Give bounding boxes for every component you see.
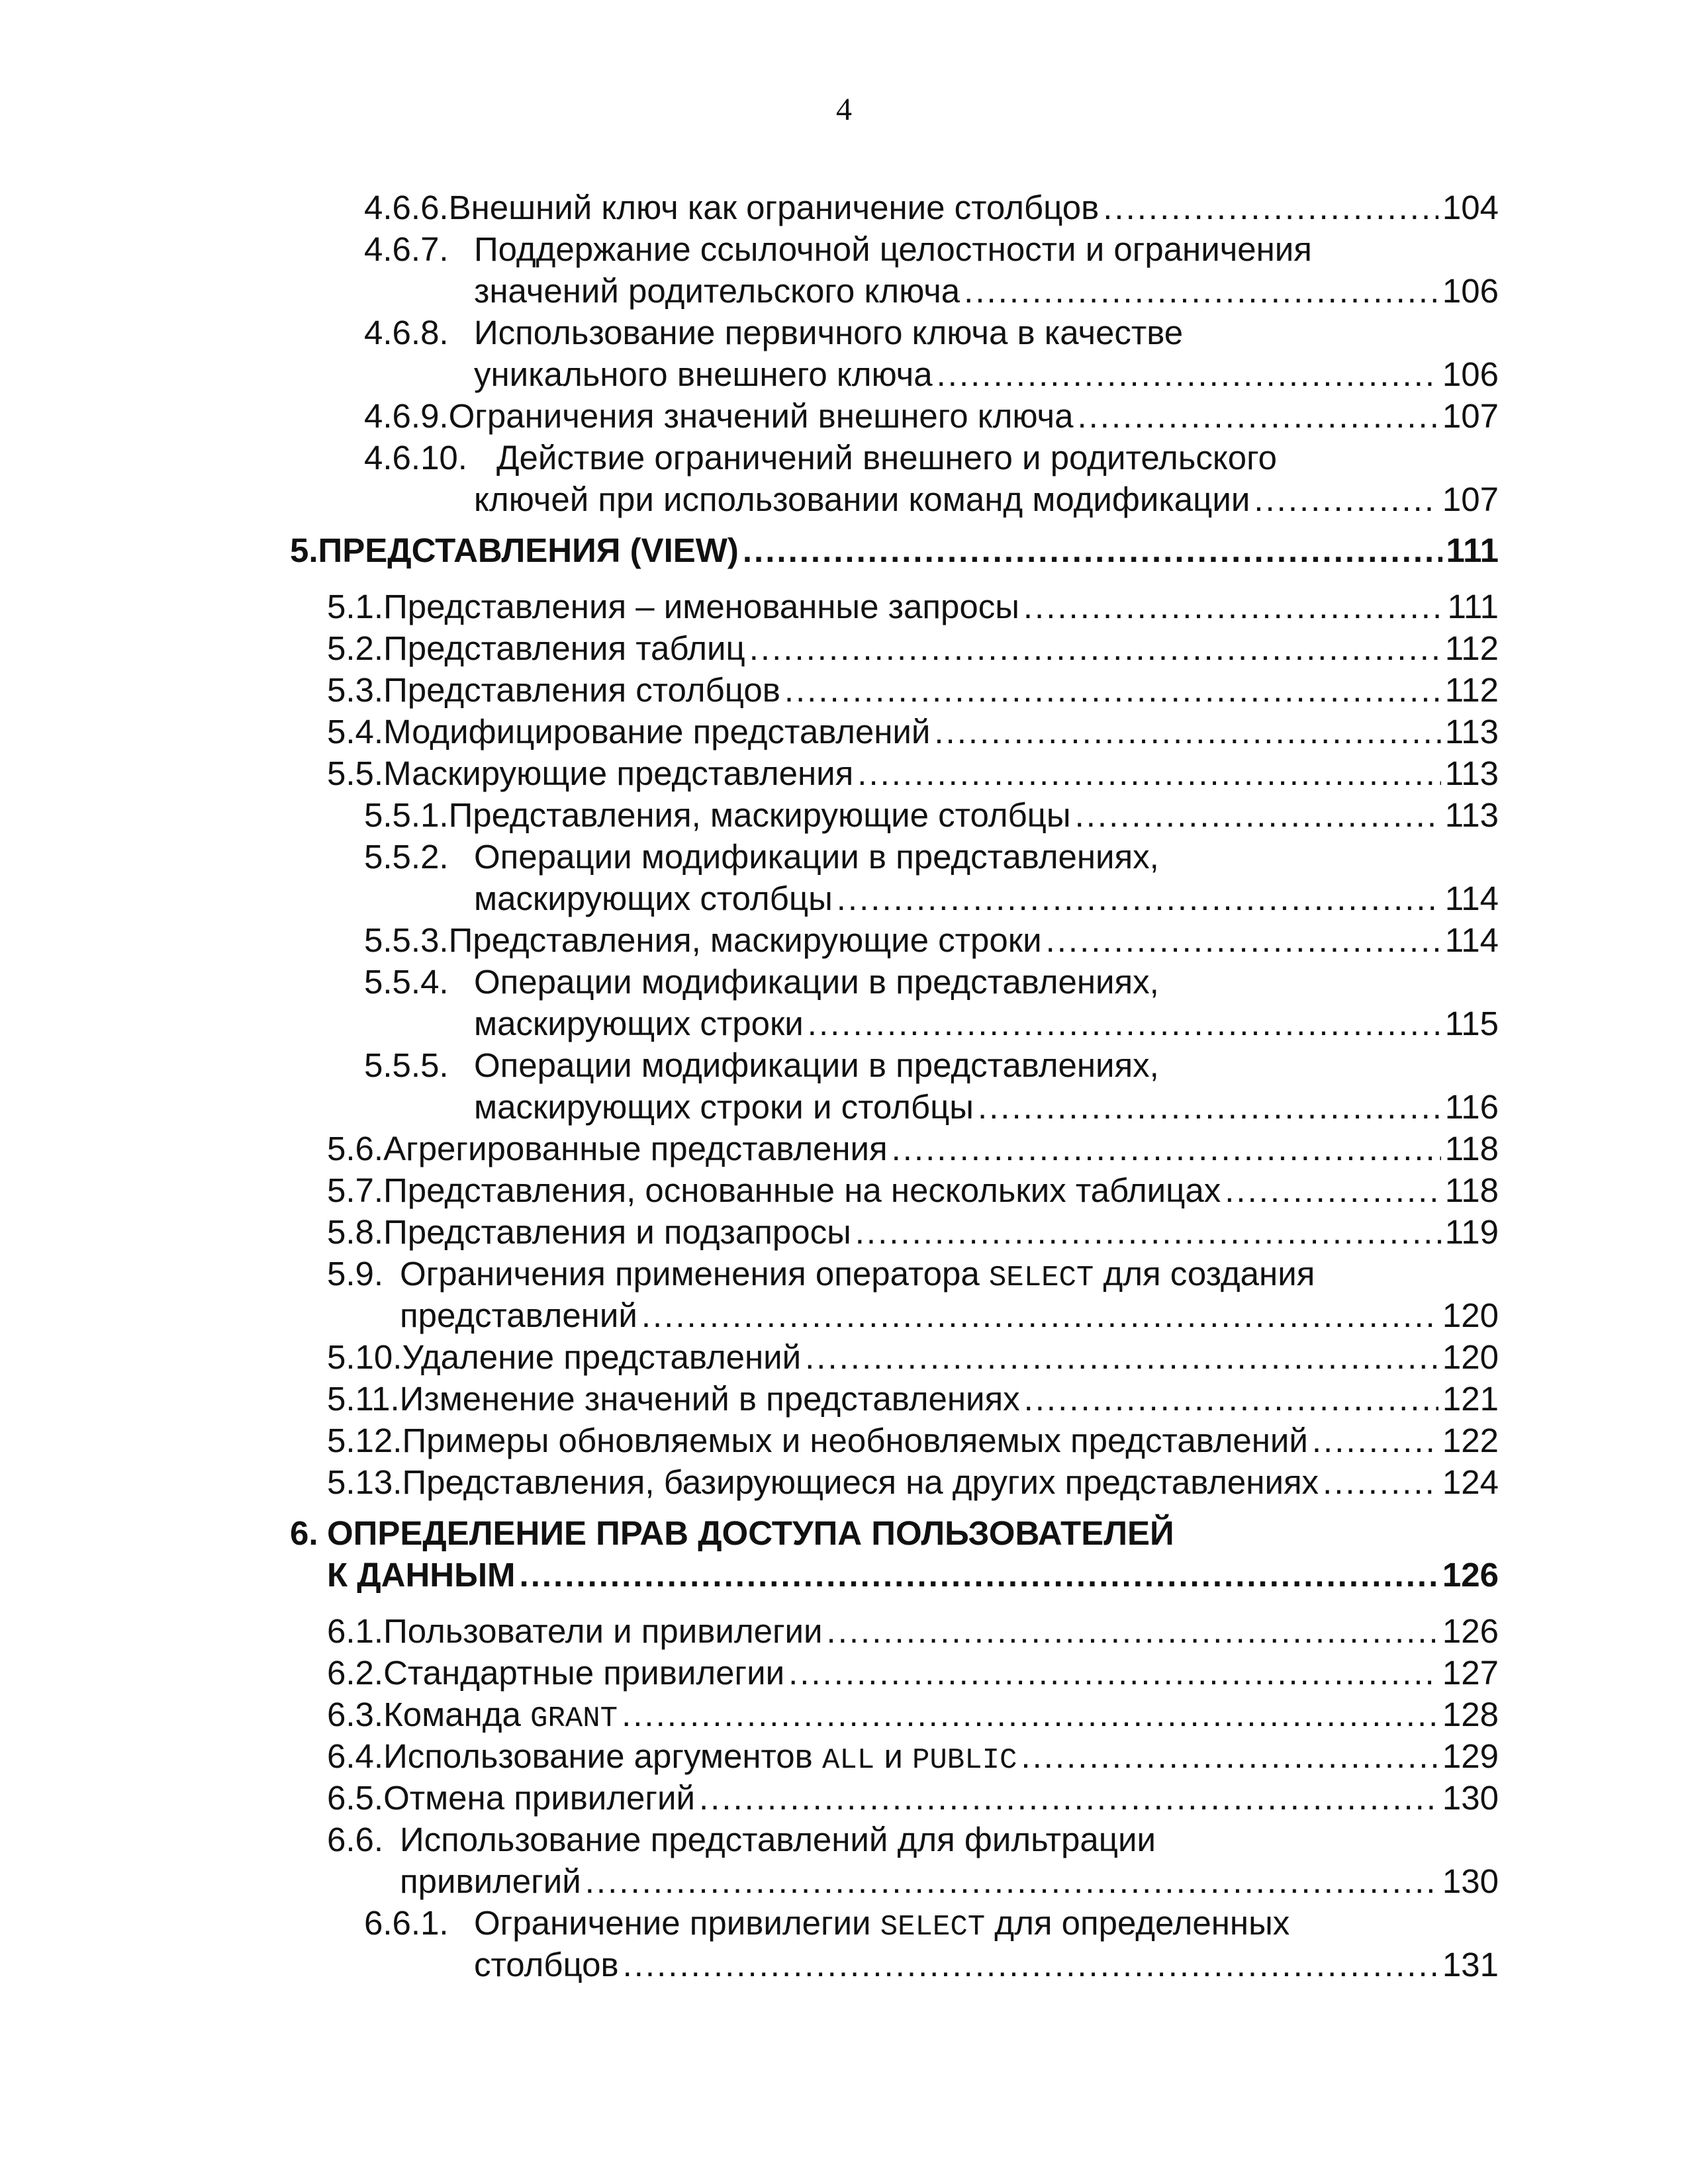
toc-entry-6-6-1[interactable] — [290, 1902, 1499, 1985]
code-keyword-public: PUBLIC — [912, 1744, 1017, 1777]
toc-entry-5-4[interactable] — [290, 711, 1499, 752]
toc-entry-number: 5.1. — [327, 588, 384, 625]
toc-entry-5-5-1[interactable] — [290, 794, 1499, 836]
toc-entry-title: Отмена привилегий — [383, 1779, 695, 1817]
dot-leader — [623, 1944, 1438, 1985]
toc-entry-title-continued: привилегий — [400, 1862, 581, 1900]
toc-entry-4-6-6[interactable] — [290, 187, 1499, 228]
toc-entry-6-3[interactable] — [290, 1694, 1499, 1735]
toc-entry-6-2[interactable] — [290, 1652, 1499, 1694]
toc-entry-page: 126 — [1442, 1612, 1499, 1650]
dot-leader — [1254, 478, 1438, 520]
dot-leader — [788, 1652, 1438, 1694]
toc-entry-title: Модифицирование представлений — [383, 713, 931, 751]
toc-entry-title: Пользователи и привилегии — [383, 1612, 823, 1650]
toc-entry-4-6-8[interactable] — [290, 312, 1499, 395]
toc-entry-page: 113 — [1444, 796, 1499, 834]
toc-entry-title-continued: представлений — [400, 1297, 637, 1334]
toc-entry-title: Ограничения значений внешнего ключа — [448, 397, 1074, 435]
toc-entry-title: Представления, основанные на нескольких таблицах — [383, 1171, 1221, 1209]
toc-entry-page: 112 — [1444, 629, 1499, 667]
toc-entry-5-11[interactable] — [290, 1378, 1499, 1420]
toc-entry-title-continued: значений родительского ключа — [474, 272, 961, 310]
toc-entry-5-6[interactable] — [290, 1128, 1499, 1169]
toc-entry-number: 6.1. — [327, 1612, 384, 1650]
toc-entry-6-6[interactable] — [290, 1819, 1499, 1902]
toc-entry-page: 113 — [1444, 713, 1499, 751]
toc-entry-number: 5.5. — [327, 754, 384, 792]
toc-chapter-6[interactable] — [290, 1512, 1499, 1596]
toc-entry-page: 114 — [1444, 880, 1499, 917]
toc-entry-5-7[interactable] — [290, 1169, 1499, 1211]
toc-entry-page: 114 — [1444, 921, 1499, 959]
dot-leader — [743, 529, 1442, 571]
toc-entry-number: 5.5.4. — [364, 963, 449, 1001]
toc-entry-title: Агрегированные представления — [383, 1130, 888, 1167]
toc-entry-5-5-5[interactable] — [290, 1044, 1499, 1128]
toc-entry-title: Ограничение привилегии SELECT для определенных — [474, 1904, 1290, 1944]
toc-entry-page: 104 — [1442, 189, 1499, 226]
toc-entry-title: Представления и подзапросы — [383, 1213, 851, 1251]
dot-leader — [622, 1694, 1438, 1735]
dot-leader — [857, 752, 1440, 794]
toc-entry-page: 128 — [1442, 1696, 1499, 1733]
dot-leader — [1103, 187, 1438, 228]
toc-entry-5-3[interactable] — [290, 669, 1499, 711]
toc-entry-number: 5.5.2. — [364, 838, 449, 876]
toc-entry-title: Примеры обновляемых и необновляемых представлений — [402, 1422, 1308, 1459]
toc-entry-title: Стандартные привилегии — [383, 1654, 785, 1692]
toc-entry-page: 130 — [1442, 1862, 1499, 1900]
toc-entry-number: 5.5.1. — [364, 796, 449, 834]
dot-leader — [827, 1610, 1438, 1652]
toc-entry-number: 6.3. — [327, 1696, 384, 1733]
toc-entry-number: 5.11. — [327, 1380, 400, 1418]
toc-entry-title: Представления – именованные запросы — [383, 588, 1019, 625]
toc-entry-number: 6.6. — [327, 1821, 384, 1858]
toc-entry-title-continued: маскирующих строки — [474, 1005, 804, 1042]
toc-entry-page: 130 — [1442, 1779, 1499, 1817]
toc-entry-title: Представления таблиц — [383, 629, 745, 667]
toc-entry-title: Представления столбцов — [383, 671, 780, 709]
toc-entry-title: Ограничения применения оператора SELECT для создания — [400, 1255, 1315, 1295]
toc-entry-number: 4.6.6. — [364, 189, 449, 226]
toc-entry-number: 5.6. — [327, 1130, 384, 1167]
dot-leader — [934, 711, 1440, 752]
toc-entry-title: Операции модификации в представлениях, — [474, 1046, 1159, 1084]
toc-entry-number: 5.12. — [327, 1422, 402, 1459]
toc-entry-5-10[interactable] — [290, 1336, 1499, 1378]
dot-leader — [1312, 1420, 1438, 1461]
toc-entry-title: Действие ограничений внешнего и родительского — [496, 439, 1277, 477]
toc-entry-4-6-7[interactable] — [290, 228, 1499, 312]
dot-leader — [749, 627, 1441, 669]
dot-leader — [1323, 1461, 1438, 1503]
toc-entry-number: 4.6.7. — [364, 230, 449, 268]
dot-leader — [1024, 1378, 1438, 1420]
toc-entry-title-continued: уникального внешнего ключа — [474, 355, 933, 393]
dot-leader — [1225, 1169, 1440, 1211]
toc-entry-page: 122 — [1442, 1422, 1499, 1459]
dot-leader — [937, 353, 1438, 395]
code-keyword-grant: GRANT — [530, 1702, 618, 1735]
dot-leader — [805, 1336, 1438, 1378]
toc-entry-page: 127 — [1442, 1654, 1499, 1692]
toc-entry-title: Удаление представлений — [402, 1338, 802, 1376]
toc-entry-page: 119 — [1444, 1213, 1499, 1251]
dot-leader — [1046, 919, 1441, 961]
toc-entry-title: Представления, базирующиеся на других представлениях — [402, 1463, 1319, 1501]
toc-entry-title: Операции модификации в представлениях, — [474, 963, 1159, 1001]
dot-leader — [784, 669, 1441, 711]
dot-leader — [641, 1295, 1438, 1336]
toc-entry-page: 120 — [1442, 1338, 1499, 1376]
toc-chapter-title: ПРЕДСТАВЛЕНИЯ (VIEW) — [318, 531, 739, 569]
code-keyword-select: SELECT — [880, 1911, 986, 1944]
toc-entry-title: Внешний ключ как ограничение столбцов — [448, 189, 1100, 226]
toc-entry-number: 4.6.9. — [364, 397, 449, 435]
toc-entry-page: 120 — [1442, 1297, 1499, 1334]
toc-entry-number: 4.6.10. — [364, 439, 467, 477]
toc-entry-5-1[interactable] — [290, 586, 1499, 627]
toc-entry-5-2[interactable] — [290, 627, 1499, 669]
toc-entry-number: 5.3. — [327, 671, 384, 709]
dot-leader — [1021, 1735, 1438, 1777]
dot-leader — [964, 270, 1438, 312]
dot-leader — [978, 1086, 1441, 1128]
toc-entry-number: 5.13. — [327, 1463, 402, 1501]
toc-entry-title: Использование первичного ключа в качестве — [474, 314, 1184, 351]
toc-entry-number: 5.4. — [327, 713, 384, 751]
toc-entry-page: 121 — [1442, 1380, 1499, 1418]
toc-entry-4-6-9[interactable] — [290, 395, 1499, 437]
toc-entry-page: 118 — [1444, 1130, 1499, 1167]
table-of-contents — [290, 187, 1499, 1985]
toc-entry-title-continued: маскирующих строки и столбцы — [474, 1088, 974, 1126]
dot-leader — [520, 1554, 1438, 1596]
toc-entry-page: 131 — [1442, 1946, 1499, 1983]
toc-chapter-5[interactable] — [290, 529, 1499, 571]
toc-entry-number: 5.2. — [327, 629, 384, 667]
toc-entry-page: 106 — [1442, 272, 1499, 310]
toc-entry-title: Представления, маскирующие столбцы — [448, 796, 1071, 834]
toc-entry-page: 129 — [1442, 1737, 1499, 1775]
toc-entry-title: Операции модификации в представлениях, — [474, 838, 1159, 876]
toc-chapter-title: ОПРЕДЕЛЕНИЕ ПРАВ ДОСТУПА ПОЛЬЗОВАТЕЛЕЙ — [327, 1514, 1174, 1552]
dot-leader — [585, 1860, 1438, 1902]
dot-leader — [808, 1003, 1441, 1044]
toc-entry-6-5[interactable] — [290, 1777, 1499, 1819]
toc-entry-title-continued: ключей при использовании команд модификации — [474, 480, 1250, 518]
toc-entry-5-5-2[interactable] — [290, 836, 1499, 919]
toc-entry-6-4[interactable] — [290, 1735, 1499, 1777]
toc-entry-page: 124 — [1442, 1463, 1499, 1501]
dot-leader — [1023, 586, 1444, 627]
toc-entry-5-8[interactable] — [290, 1211, 1499, 1253]
toc-entry-5-5-4[interactable] — [290, 961, 1499, 1044]
toc-entry-page: 115 — [1444, 1005, 1499, 1042]
toc-entry-title: Изменение значений в представлениях — [399, 1380, 1020, 1418]
dot-leader — [837, 878, 1441, 919]
toc-entry-number: 6.6.1. — [364, 1904, 449, 1942]
toc-entry-page: 116 — [1444, 1088, 1499, 1126]
toc-entry-number: 4.6.8. — [364, 314, 449, 351]
toc-entry-page: 111 — [1447, 588, 1499, 625]
toc-entry-page: 106 — [1442, 355, 1499, 393]
toc-entry-title: Использование аргументов ALL и PUBLIC — [383, 1737, 1017, 1777]
toc-entry-title: Команда GRANT — [383, 1696, 618, 1735]
toc-entry-5-13[interactable] — [290, 1461, 1499, 1503]
toc-entry-page: 118 — [1444, 1171, 1499, 1209]
code-keyword-select: SELECT — [988, 1261, 1094, 1295]
toc-entry-5-9[interactable] — [290, 1253, 1499, 1336]
toc-entry-title: Поддержание ссылочной целостности и ограничения — [474, 230, 1312, 268]
toc-entry-number: 5.10. — [327, 1338, 402, 1376]
toc-entry-page: 107 — [1442, 397, 1499, 435]
dot-leader — [699, 1777, 1438, 1819]
page-number: 4 — [836, 92, 852, 127]
toc-entry-page: 113 — [1444, 754, 1499, 792]
dot-leader — [855, 1211, 1441, 1253]
toc-entry-title: Представления, маскирующие строки — [448, 921, 1042, 959]
toc-entry-number: 6.5. — [327, 1779, 384, 1817]
toc-entry-page: 107 — [1442, 480, 1499, 518]
toc-entry-number: 6.4. — [327, 1737, 384, 1775]
toc-entry-title-continued: маскирующих столбцы — [474, 880, 833, 917]
toc-entry-page: 112 — [1444, 671, 1499, 709]
toc-entry-6-1[interactable] — [290, 1610, 1499, 1652]
toc-chapter-page: 111 — [1446, 531, 1499, 569]
toc-entry-title: Использование представлений для фильтрации — [400, 1821, 1156, 1858]
toc-chapter-title-continued: К ДАННЫМ — [327, 1556, 516, 1594]
toc-chapter-number: 6. — [290, 1514, 318, 1552]
toc-chapter-page: 126 — [1442, 1556, 1499, 1594]
toc-entry-number: 5.7. — [327, 1171, 384, 1209]
toc-entry-title: Маскирующие представления — [383, 754, 854, 792]
dot-leader — [892, 1128, 1441, 1169]
toc-entry-5-12[interactable] — [290, 1420, 1499, 1461]
toc-entry-number: 5.5.3. — [364, 921, 449, 959]
toc-entry-number: 5.5.5. — [364, 1046, 449, 1084]
toc-entry-title-continued: столбцов — [474, 1946, 619, 1983]
toc-entry-4-6-10[interactable] — [290, 437, 1499, 520]
code-keyword-all: ALL — [821, 1744, 875, 1777]
dot-leader — [1075, 794, 1441, 836]
toc-entry-5-5[interactable] — [290, 752, 1499, 794]
toc-entry-number: 5.8. — [327, 1213, 384, 1251]
dot-leader — [1077, 395, 1438, 437]
toc-entry-5-5-3[interactable] — [290, 919, 1499, 961]
toc-chapter-number: 5. — [290, 531, 318, 569]
toc-entry-number: 5.9. — [327, 1255, 384, 1293]
toc-entry-number: 6.2. — [327, 1654, 384, 1692]
